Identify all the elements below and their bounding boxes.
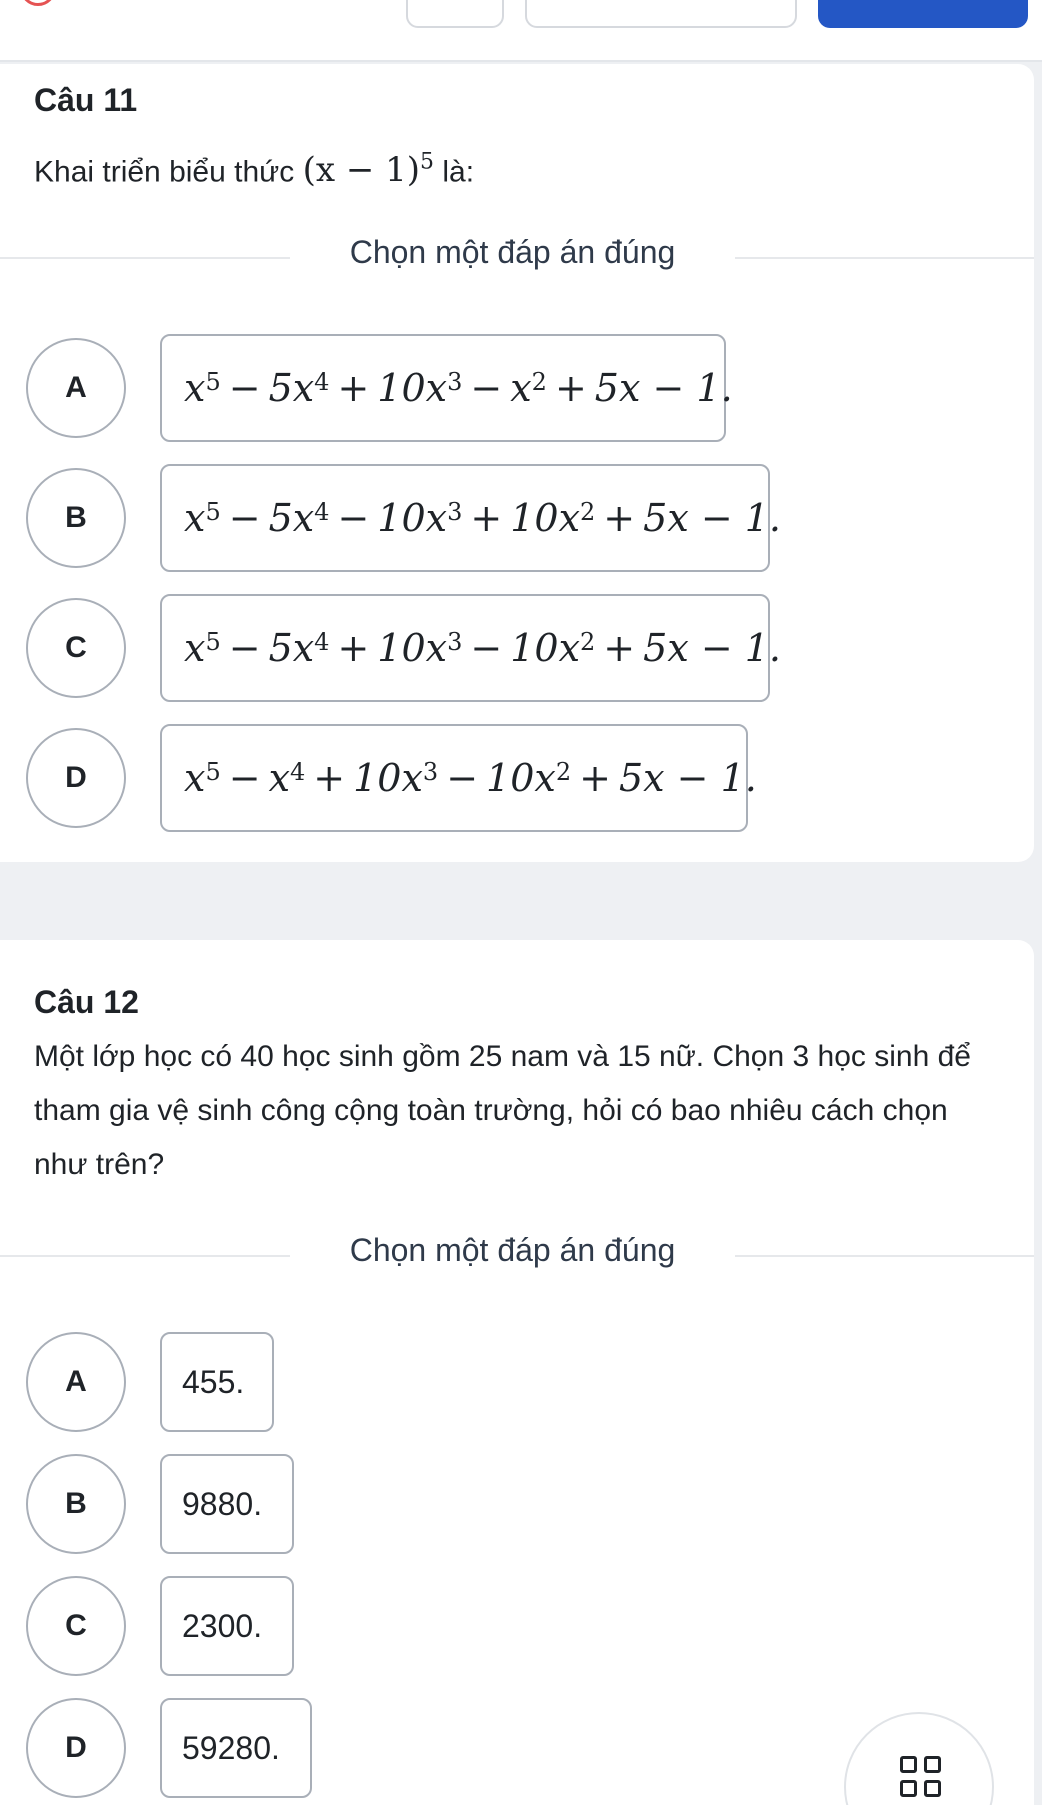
prompt-math-base: (x − 1) xyxy=(302,150,421,191)
prompt-math xyxy=(303,150,434,190)
choose-answer-label: Chọn một đáp án đúng xyxy=(290,234,735,271)
option-c[interactable] xyxy=(26,598,1026,708)
option-letter[interactable]: D xyxy=(26,728,126,828)
prompt-math-exp: 5 xyxy=(420,150,435,175)
option-b[interactable] xyxy=(26,1454,1026,1564)
option-letter[interactable]: B xyxy=(26,1454,126,1554)
prompt-prefix: Khai triển biểu thức xyxy=(34,155,295,189)
option-answer-box[interactable]: 455. xyxy=(160,1332,274,1432)
status-icon[interactable] xyxy=(20,0,56,6)
option-c[interactable] xyxy=(26,1576,1026,1686)
grid-icon xyxy=(900,1756,942,1798)
option-a[interactable] xyxy=(26,338,1026,448)
submit-button[interactable] xyxy=(818,0,1028,28)
option-answer-box[interactable]: x $^5$ − 5x $^4$ − 10x $^3$ + 10x $^2$ + 5x − 1. xyxy=(160,464,770,572)
option-letter[interactable]: A xyxy=(26,1332,126,1432)
question-card-12 xyxy=(0,940,1034,1805)
option-answer-box[interactable]: 2300. xyxy=(160,1576,294,1676)
option-a[interactable] xyxy=(26,1332,1026,1442)
option-answer-box[interactable]: 59280. xyxy=(160,1698,312,1798)
option-d[interactable] xyxy=(26,728,1026,838)
option-letter[interactable]: C xyxy=(26,1576,126,1676)
top-bar xyxy=(0,0,1042,62)
question-prompt: Một lớp học có 40 học sinh gồm 25 nam và 15 nữ. Chọn 3 học sinh để tham gia vệ sinh công cộng toàn trường, hỏi có bao nhiêu cách chọn như trên? xyxy=(34,1040,971,1181)
option-answer-box[interactable]: x $^5$ − 5x $^4$ + 10x $^3$ − x $^2$ + 5x − 1. xyxy=(160,334,726,442)
option-answer-box[interactable]: 9880. xyxy=(160,1454,294,1554)
question-title: Câu 12 xyxy=(34,984,139,1020)
menu-button[interactable] xyxy=(406,0,504,28)
option-b[interactable] xyxy=(26,468,1026,578)
prompt-suffix: là: xyxy=(442,155,475,189)
option-answer-box[interactable]: x $^5$ − 5x $^4$ + 10x $^3$ − 10x $^2$ + 5x − 1. xyxy=(160,594,770,702)
question-progress-button[interactable] xyxy=(525,0,797,28)
question-title: Câu 11 xyxy=(34,82,138,118)
choose-answer-label: Chọn một đáp án đúng xyxy=(290,1232,735,1269)
option-answer-box[interactable]: x $^5$ − x $^4$ + 10x $^3$ − 10x $^2$ + 5x − 1. xyxy=(160,724,748,832)
question-card-11 xyxy=(0,64,1034,862)
question-prompt xyxy=(34,136,994,199)
option-letter[interactable]: D xyxy=(26,1698,126,1798)
option-letter[interactable]: A xyxy=(26,338,126,438)
option-letter[interactable]: C xyxy=(26,598,126,698)
option-letter[interactable]: B xyxy=(26,468,126,568)
